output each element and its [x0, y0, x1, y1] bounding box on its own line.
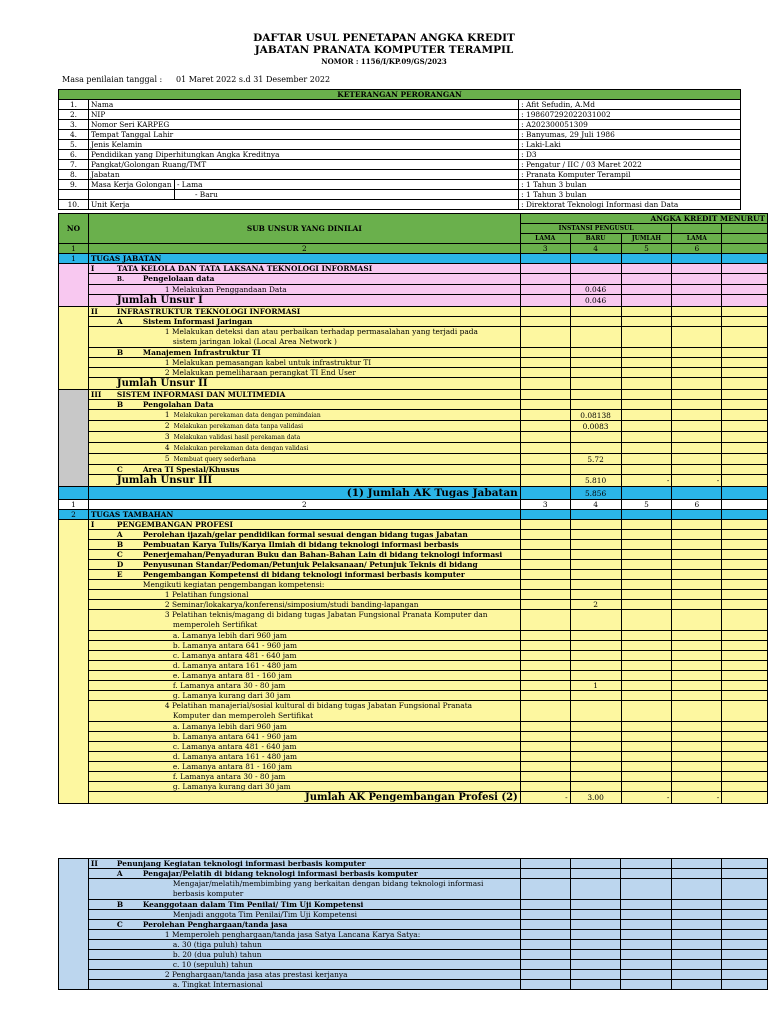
col-ak: ANGKA KREDIT MENURUT — [520, 214, 767, 224]
penilaian-table — [58, 213, 768, 804]
e3-item-value: 1 — [570, 681, 621, 691]
s1-label: TATA KELOLA DAN TATA LAKSANA TEKNOLOGI INFORMASI — [116, 264, 373, 273]
s2-a: A — [116, 317, 123, 326]
s1-item-1: 1 Melakukan Penggandaan Data — [88, 285, 520, 295]
table-row — [59, 570, 768, 580]
keterangan-table — [58, 89, 741, 210]
ket-value: : 198607292022031002 — [519, 110, 741, 120]
jumlah-unsur-3-dash: - — [672, 475, 722, 487]
ket-no: 9. — [59, 180, 89, 190]
e-item-4: 4 Pelatihan manajerial/sosial kultural di bidang tugas Jabatan Fungsional Pranata — [164, 701, 473, 710]
s3-item-value — [570, 443, 621, 454]
jumlah-ak-pengembangan-dash: - — [520, 792, 570, 804]
p-item-key: A — [116, 530, 123, 539]
jumlah-unsur-3: Jumlah Unsur III — [88, 475, 520, 487]
table-row — [59, 752, 768, 762]
s2-a-item-1: 1 Melakukan deteksi dan atau perbaikan terhadap permasalahan yang terjadi pada — [164, 327, 478, 336]
pn-c-item-1c: c. 10 (sepuluh) tahun — [88, 960, 520, 970]
keterangan-row — [59, 110, 741, 120]
e3-item-value — [570, 641, 621, 651]
pn-c-item-2a: a. Tingkat Internasional — [88, 980, 520, 990]
col-jumlah: JUMLAH — [621, 234, 672, 244]
ket-lama: - Lama — [174, 180, 518, 190]
s2-a-label: Sistem Informasi Jaringan — [142, 317, 253, 326]
col-no: NO — [59, 214, 89, 244]
e4-item: d. Lamanya antara 161 - 480 jam — [88, 752, 520, 762]
table-row — [59, 691, 768, 701]
p-item-key: E — [116, 570, 123, 579]
num-2: 2 — [88, 500, 520, 510]
jumlah-ak-pengembangan-value: 3.00 — [570, 792, 621, 804]
table-row — [59, 661, 768, 671]
table-row — [59, 530, 768, 540]
s1-no: I — [90, 264, 95, 273]
s3-b: B — [116, 400, 124, 409]
pn-no: II — [90, 859, 98, 868]
ket-baru: - Baru — [174, 190, 518, 200]
penunjang-table — [58, 858, 768, 990]
p-item — [88, 560, 520, 570]
s2-b-item-2: 2 Melakukan pemeliharaan perangkat TI End User — [88, 368, 520, 378]
pn-a-item-cont: berbasis komputer — [172, 889, 244, 898]
jumlah-unsur-1: Jumlah Unsur I — [88, 295, 520, 307]
keterangan-row — [59, 100, 741, 110]
title-1: DAFTAR USUL PENETAPAN ANGKA KREDIT — [253, 32, 515, 44]
p-item-text: Perolehan ijazah/gelar pendidikan formal sesuai dengan bidang tugas Jabatan — [142, 530, 468, 539]
ket-value: : Pranata Komputer Terampil — [519, 170, 741, 180]
s3-item-num: 3 — [164, 432, 170, 441]
jumlah-ak-tugas-jabatan-value: 5.856 — [570, 487, 621, 500]
s2-a-item-1-cont: sistem jaringan lokal (Local Area Network ) — [172, 337, 337, 346]
table-row — [59, 651, 768, 661]
p-item — [88, 570, 520, 580]
pn-b-item: Menjadi anggota Tim Penilai/Tim Uji Kompetensi — [88, 910, 520, 920]
ket-no: 7. — [59, 160, 89, 170]
keterangan-row — [59, 120, 741, 130]
e4-item: g. Lamanya kurang dari 30 jam — [88, 782, 520, 792]
p-item-key: B — [116, 540, 124, 549]
ket-value: : A202300051309 — [519, 120, 741, 130]
s3-item-value: 0.0083 — [570, 421, 621, 432]
e3-item: g. Lamanya kurang dari 30 jam — [88, 691, 520, 701]
p-item-text: Penerjemahan/Penyaduran Buku dan Bahan-Bahan Lain di bidang teknologi informasi — [142, 550, 503, 559]
keterangan-row — [59, 130, 741, 140]
keterangan-row — [59, 140, 741, 150]
jumlah-ak-pengembangan: Jumlah AK Pengembangan Profesi (2) — [88, 792, 520, 804]
e-item-4-cont: Komputer dan memperoleh Sertifikat — [172, 711, 314, 720]
col-lama: LAMA — [520, 234, 570, 244]
pn-c: C — [116, 920, 123, 929]
table-row — [59, 550, 768, 560]
pn-label: Penunjang Kegiatan teknologi informasi berbasis komputer — [116, 859, 366, 868]
ket-no: 4. — [59, 130, 89, 140]
jumlah-unsur-3-value: 5.810 — [570, 475, 621, 487]
title-2: JABATAN PRANATA KOMPUTER TERAMPIL — [254, 44, 514, 56]
ket-no: 5. — [59, 140, 89, 150]
ket-no: 6. — [59, 150, 89, 160]
table-row — [59, 540, 768, 550]
p-item-text: Pembuatan Karya Tulis/Karya Ilmiah di bidang teknologi informasi berbasis — [142, 540, 459, 549]
ket-no: 8. — [59, 170, 89, 180]
ket-label: Nomor Seri KARPEG — [88, 120, 518, 130]
tambah-no: 2 — [59, 510, 89, 520]
table-row — [59, 443, 768, 454]
num-2: 2 — [88, 244, 520, 254]
tugas-no: 1 — [59, 254, 89, 264]
ket-value: : Afit Sefudin, A.Md — [519, 100, 741, 110]
pn-b: B — [116, 900, 124, 909]
ket-label: Pendidikan yang Diperhitungkan Angka Kreditnya — [88, 150, 518, 160]
e4-item: f. Lamanya antara 30 - 80 jam — [88, 772, 520, 782]
s3-item-num: 1 — [164, 410, 170, 419]
pn-c-label: Perolehan Penghargaan/tanda jasa — [142, 920, 288, 929]
s3-item-text: Melakukan perekaman data dengan pemindaian — [173, 412, 321, 419]
s2-no: II — [90, 307, 98, 316]
s3-c-label: Area TI Spesial/Khusus — [142, 465, 240, 474]
s3-b-label: Pengolahan Data — [142, 400, 214, 409]
e-item-3-cont: memperoleh Sertifikat — [172, 620, 258, 629]
p-item — [88, 550, 520, 560]
s3-c: C — [116, 465, 123, 474]
pn-c-item-1b: b. 20 (dua puluh) tahun — [88, 950, 520, 960]
keterangan-title: KETERANGAN PERORANGAN — [59, 90, 741, 100]
e3-item: a. Lamanya lebih dari 960 jam — [88, 631, 520, 641]
s3-item-text: Membuat query sederhana — [173, 456, 256, 463]
jumlah-unsur-1-value: 0.046 — [570, 295, 621, 307]
pn-a-item: Mengajar/melatih/membimbing yang berkaitan dengan bidang teknologi informasi — [172, 879, 484, 888]
e-item-2: 2 Seminar/lokakarya/konferensi/simposium/studi banding-lapangan — [88, 600, 520, 610]
col-sub: SUB UNSUR YANG DINILAI — [88, 214, 520, 244]
s3-item-num: 5 — [164, 454, 170, 463]
ket-label: Pangkat/Golongan Ruang/TMT — [88, 160, 518, 170]
ket-value: : Banyumas, 29 Juli 1986 — [519, 130, 741, 140]
tugas-label: TUGAS JABATAN — [88, 254, 520, 264]
ket-value: : 1 Tahun 3 bulan — [519, 180, 741, 190]
table-row — [59, 432, 768, 443]
table-row — [59, 641, 768, 651]
s3-item-text: Melakukan perekaman data dengan validasi — [173, 445, 309, 452]
masa-label: Masa penilaian tanggal : — [62, 75, 163, 84]
s3-item — [88, 443, 520, 454]
e-item-2-value: 2 — [570, 600, 621, 610]
e3-item: c. Lamanya antara 481 - 640 jam — [88, 651, 520, 661]
s1-item-1-value: 0.046 — [570, 285, 621, 295]
ket-value: : D3 — [519, 150, 741, 160]
ket-no: 10. — [59, 200, 89, 210]
s3-item-num: 4 — [164, 443, 170, 452]
table-row — [59, 762, 768, 772]
s3-item-num: 2 — [164, 421, 170, 430]
e3-item: d. Lamanya antara 161 - 480 jam — [88, 661, 520, 671]
jumlah-ak-tugas-jabatan: (1) Jumlah AK Tugas Jabatan — [88, 487, 520, 500]
s3-item — [88, 410, 520, 421]
e3-item-value — [570, 661, 621, 671]
num-3: 3 — [520, 500, 570, 510]
table-row — [59, 631, 768, 641]
pn-c-item-1: 1 Memperoleh penghargaan/tanda jasa Satya Lancana Karya Satya: — [88, 930, 520, 940]
pn-a-label: Pengajar/Pelatih di bidang teknologi informasi berbasis komputer — [142, 869, 418, 878]
pn-c-item-2: 2 Penghargaan/tanda jasa atas prestasi kerjanya — [88, 970, 520, 980]
e3-item-value — [570, 631, 621, 641]
nomor: NOMOR : 1156/I/KP.09/GS/2023 — [321, 57, 447, 66]
e3-item: e. Lamanya antara 81 - 160 jam — [88, 671, 520, 681]
p-item-text: Penyusunan Standar/Pedoman/Petunjuk Pelaksanaan/ Petunjuk Teknis di bidang — [142, 560, 478, 569]
s3-item-value — [570, 432, 621, 443]
s1-b-label: Pengelolaan data — [142, 274, 215, 283]
pn-b-label: Keanggotaan dalam Tim Penilai/ Tim Uji Kompetensi — [142, 900, 364, 909]
e4-item: b. Lamanya antara 641 - 960 jam — [88, 732, 520, 742]
table-row — [59, 732, 768, 742]
s3-item-value: 5.72 — [570, 454, 621, 465]
e3-item-value — [570, 651, 621, 661]
masa-value: 01 Maret 2022 s.d 31 Desember 2022 — [176, 75, 331, 84]
s2-b: B — [116, 348, 124, 357]
ket-label: Tempat Tanggal Lahir — [88, 130, 518, 140]
col-instansi: INSTANSI PENGUSUL — [520, 224, 672, 234]
s3-item-text: Melakukan validasi hasil perekaman data — [173, 434, 301, 441]
jumlah-unsur-2: Jumlah Unsur II — [88, 378, 520, 390]
s2-label: INFRASTRUKTUR TEKNOLOGI INFORMASI — [116, 307, 301, 316]
e4-item: a. Lamanya lebih dari 960 jam — [88, 722, 520, 732]
table-row — [59, 681, 768, 691]
s2-b-label: Manajemen Infrastruktur TI — [142, 348, 261, 357]
ket-no: 3. — [59, 120, 89, 130]
table-row — [59, 454, 768, 465]
ket-value: : 1 Tahun 3 bulan — [519, 190, 741, 200]
table-row — [59, 782, 768, 792]
s3-item-value: 0.08138 — [570, 410, 621, 421]
e4-item: e. Lamanya antara 81 - 160 jam — [88, 762, 520, 772]
num-6: 6 — [672, 500, 722, 510]
num-3: 3 — [520, 244, 570, 254]
s3-item — [88, 421, 520, 432]
table-row — [59, 410, 768, 421]
table-row — [59, 722, 768, 732]
jumlah-unsur-3-dash: - — [621, 475, 672, 487]
num-6: 6 — [672, 244, 722, 254]
col-lama2: LAMA — [672, 234, 722, 244]
ket-label: Masa Kerja Golongan — [88, 180, 174, 190]
table-row — [59, 421, 768, 432]
e3-item: f. Lamanya antara 30 - 80 jam — [88, 681, 520, 691]
s2-b-item-1: 1 Melakukan pemasangan kabel untuk infrastruktur TI — [88, 358, 520, 368]
s3-no: III — [90, 390, 102, 399]
pn-a: A — [116, 869, 123, 878]
s1-b: B. — [116, 276, 125, 283]
num-1: 1 — [59, 244, 89, 254]
ket-no: 1. — [59, 100, 89, 110]
ket-value: : Laki-Laki — [519, 140, 741, 150]
s3-item-text: Melakukan perekaman data tanpa validasi — [173, 423, 304, 430]
p-item-key: D — [116, 560, 124, 569]
table-row — [59, 671, 768, 681]
e-item-3: 3 Pelatihan teknis/magang di bidang tugas Jabatan Fungsional Pranata Komputer dan — [164, 610, 488, 619]
e4-item: c. Lamanya antara 481 - 640 jam — [88, 742, 520, 752]
tambah-label: TUGAS TAMBAHAN — [88, 510, 520, 520]
masa-penilaian — [62, 75, 330, 84]
p-no: I — [90, 520, 95, 529]
table-row — [59, 560, 768, 570]
p-label: PENGEMBANGAN PROFESI — [116, 520, 233, 529]
s3-label: SISTEM INFORMASI DAN MULTIMEDIA — [116, 390, 286, 399]
num-5: 5 — [621, 500, 672, 510]
e3-item-value — [570, 691, 621, 701]
pn-c-item-1a: a. 30 (tiga puluh) tahun — [88, 940, 520, 950]
p-item-key: C — [116, 550, 123, 559]
ket-no: 2. — [59, 110, 89, 120]
table-row — [59, 742, 768, 752]
ket-value: : Direktorat Teknologi Informasi dan Data — [519, 200, 741, 210]
ket-label: Unit Kerja — [88, 200, 518, 210]
keterangan-row — [59, 150, 741, 160]
num-4: 4 — [570, 500, 621, 510]
ket-label: Jenis Kelamin — [88, 140, 518, 150]
ket-label: NIP — [88, 110, 518, 120]
table-row — [59, 772, 768, 782]
num-1: 1 — [59, 500, 89, 510]
keterangan-row — [59, 160, 741, 170]
p-item — [88, 540, 520, 550]
num-5: 5 — [621, 244, 672, 254]
keterangan-row — [59, 170, 741, 180]
e-intro: Mengikuti kegiatan pengembangan kompetensi: — [88, 580, 520, 590]
num-4: 4 — [570, 244, 621, 254]
col-baru: BARU — [570, 234, 621, 244]
s3-item — [88, 432, 520, 443]
e3-item: b. Lamanya antara 641 - 960 jam — [88, 641, 520, 651]
ket-label: Nama — [88, 100, 518, 110]
ket-label: Jabatan — [88, 170, 518, 180]
p-item — [88, 530, 520, 540]
jumlah-ak-pengembangan-dash: - — [621, 792, 672, 804]
jumlah-ak-pengembangan-dash: - — [672, 792, 722, 804]
ket-value: : Pengatur / IIC / 03 Maret 2022 — [519, 160, 741, 170]
s3-item — [88, 454, 520, 465]
e3-item-value — [570, 671, 621, 681]
p-item-text: Pengembangan Kompetensi di bidang teknologi informasi berbasis komputer — [142, 570, 465, 579]
e-item-1: 1 Pelatihan fungsional — [88, 590, 520, 600]
